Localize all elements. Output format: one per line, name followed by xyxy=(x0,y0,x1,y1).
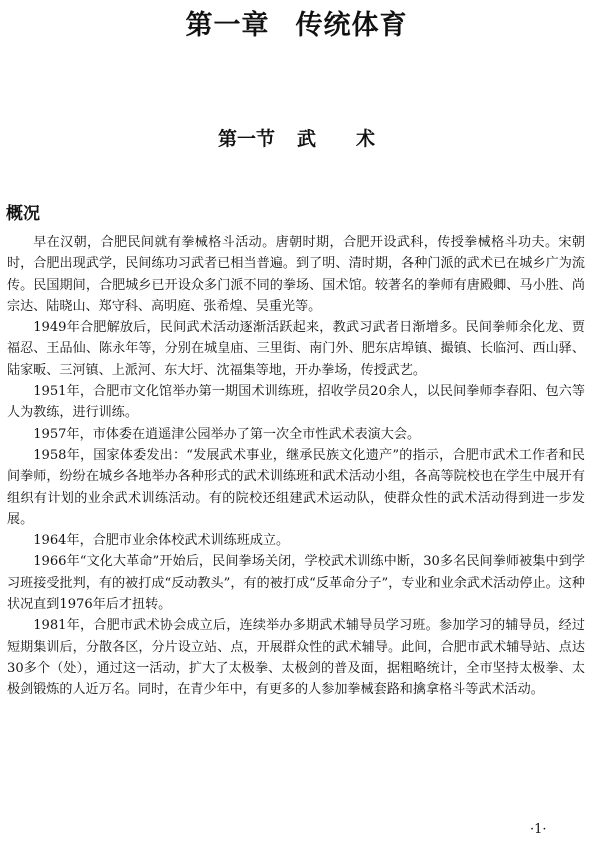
paragraph-6: 1964年，合肥市业余体校武术训练班成立。 xyxy=(33,533,290,549)
section-number: 第一节 xyxy=(217,128,275,150)
chapter-title xyxy=(0,8,593,44)
paragraph-3: 1951年，合肥市文化馆举办第一期国术训练班，招收学员20余人，以民间拳师李春阳、包六等人为教练，进行训练。 xyxy=(7,384,585,421)
paragraph-1: 早在汉朝，合肥民间就有拳械格斗活动。唐朝时期，合肥开设武科，传授拳械格斗功夫。宋朝时，合肥出现武学，民间练功习武者已相当普遍。到了明、清时期，各种门派的武术已在城乡广为流传。民国期间，合肥城乡已开设众多门派不同的拳场、国术馆。较著名的拳师有唐殿卿、马小胜、尚宗达、陆晓山、郑守科、高明庭、张希煌、吴重光等。 xyxy=(7,235,585,314)
section-name-char-1: 武 xyxy=(296,128,316,150)
paragraph-5: 1958年，国家体委发出：“发展武术事业，继承民族文化遗产”的指示，合肥市武术工作者和民间拳师，纷纷在城乡各地举办各种形式的武术训练班和武术活动小组，各高等院校也在学生中展开有组织有计划的业余武术训练活动。有的院校还组建武术运动队，使群众性的武术活动得到进一步发展。 xyxy=(7,447,585,527)
section-name-char-2: 术 xyxy=(356,128,376,150)
chapter-name: 传统体育 xyxy=(295,10,408,41)
page-number: ·1· xyxy=(530,822,547,837)
paragraph-7: 1966年“文化大革命”开始后，民间拳场关闭，学校武术训练中断，30多名民间拳师被集中到学习班接受批判，有的被打成“反动教头”，有的被打成“反革命分子”，专业和业余武术活动停止。这种状况直到1976年后才扭转。 xyxy=(7,554,585,613)
paragraph-8: 1981年，合肥市武术协会成立后，连续举办多期武术辅导员学习班。参加学习的辅导员，经过短期集训后，分散各区，分片设立站、点，开展群众性的武术辅导。此间，合肥市武术辅导站、点达30多个（处），通过这一活动，扩大了太极拳、太极剑的普及面，据粗略统计，全市坚持太极拳、太极剑锻炼的人近万名。同时，在青少年中，有更多的人参加拳械套路和擒拿格斗等武术活动。 xyxy=(7,618,585,698)
body-text xyxy=(7,232,585,701)
subsection-heading: 概况 xyxy=(6,204,40,224)
section-title xyxy=(0,126,593,152)
chapter-number: 第一章 xyxy=(185,10,270,41)
paragraph-2: 1949年合肥解放后，民间武术活动逐渐活跃起来，教武习武者日渐增多。民间拳师余化龙、贾福忍、王品仙、陈永年等，分别在城皇庙、三里街、南门外、肥东店埠镇、撮镇、长临河、西山驿、陆家畈、三河镇、上派河、东大圩、沈福集等地，开办拳场，传授武艺。 xyxy=(7,320,585,378)
paragraph-4: 1957年，市体委在逍遥津公园举办了第一次全市性武术表演大会。 xyxy=(33,426,421,442)
